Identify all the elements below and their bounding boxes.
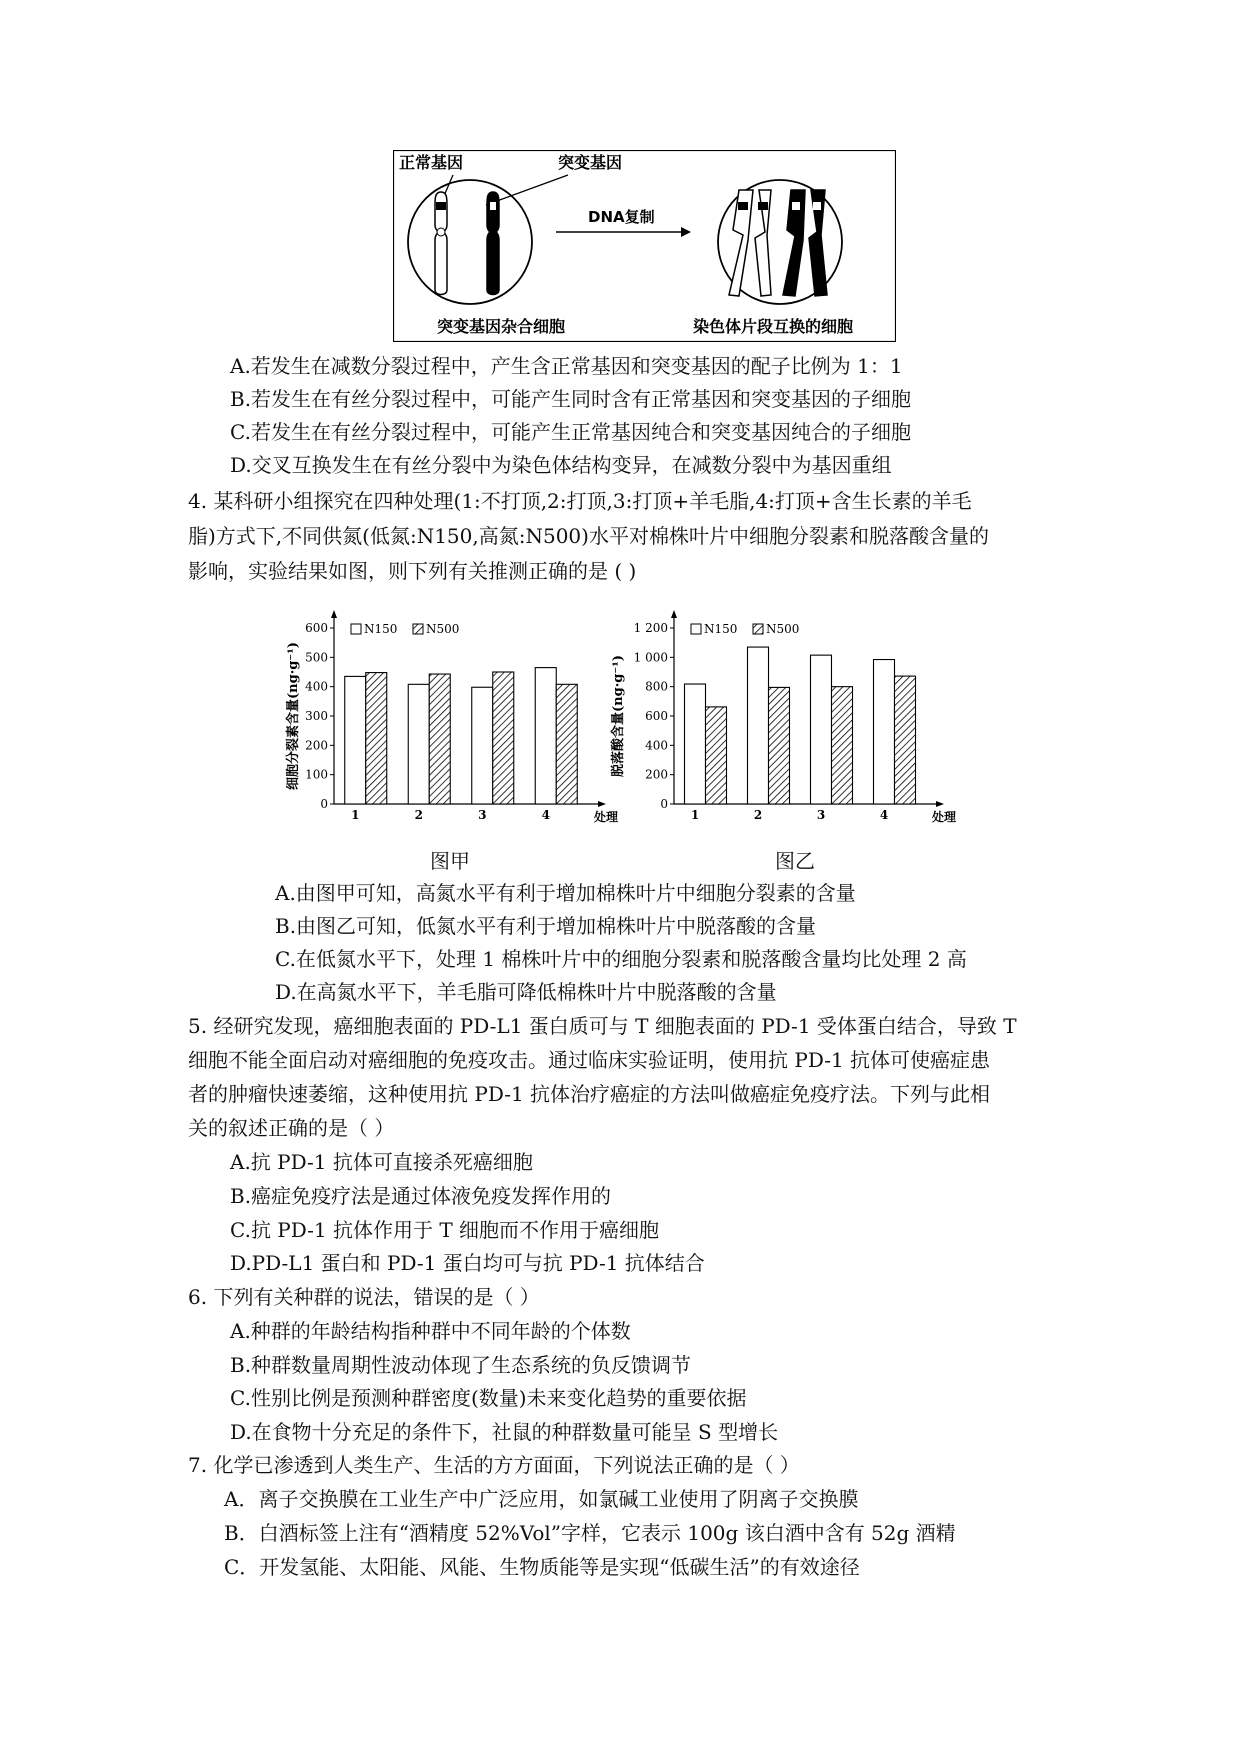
bar-n150-3 xyxy=(811,655,832,804)
q3-option-d: D.交叉互换发生在有丝分裂中为染色体结构变异，在减数分裂中为基因重组 xyxy=(230,453,892,477)
legend-label-n500: N500 xyxy=(766,622,800,636)
q4-option-d: D.在高氮水平下，羊毛脂可降低棉株叶片中脱落酸的含量 xyxy=(275,980,777,1004)
q7-option-a: A．离子交换膜在工业生产中广泛应用，如氯碱工业使用了阴离子交换膜 xyxy=(224,1487,859,1511)
bar-n500-3 xyxy=(832,687,853,804)
bar-n150-4 xyxy=(535,668,556,804)
legend-label-n150: N150 xyxy=(364,622,398,636)
y-axis-arrow xyxy=(671,610,677,618)
x-axis-arrow xyxy=(936,801,944,807)
q6-option-d: D.在食物十分充足的条件下，社鼠的种群数量可能呈 S 型增长 xyxy=(230,1420,779,1444)
q7-stem: 7. 化学已渗透到人类生产、生活的方方面面，下列说法正确的是（ ） xyxy=(188,1453,800,1477)
bar-n500-1 xyxy=(706,707,727,804)
x-tick-label: 4 xyxy=(541,808,550,822)
exchanged-cell-caption: 染色体片段互换的细胞 xyxy=(693,317,854,336)
q3-option-b: B.若发生在有丝分裂过程中，可能产生同时含有正常基因和突变基因的子细胞 xyxy=(230,387,912,411)
x-tick-label: 3 xyxy=(816,808,826,822)
q6-option-a: A.种群的年龄结构指种群中不同年龄的个体数 xyxy=(230,1319,631,1343)
q3-option-c: C.若发生在有丝分裂过程中，可能产生正常基因纯合和突变基因纯合的子细胞 xyxy=(230,420,911,444)
x-tick-label: 1 xyxy=(690,808,700,822)
q4-stem-line-1: 4. 某科研小组探究在四种处理(1:不打顶,2:打顶,3:打顶+羊毛脂,4:打顶+含生长素的羊毛 xyxy=(188,489,972,513)
y-tick-label: 300 xyxy=(305,709,328,723)
chromosome-exchange-figure xyxy=(393,150,896,342)
bar-n150-2 xyxy=(408,684,429,804)
bar-n500-2 xyxy=(769,687,790,804)
x-axis-label: 处理 xyxy=(594,810,619,824)
bar-n500-3 xyxy=(493,672,514,804)
x-axis-arrow xyxy=(598,801,606,807)
y-tick-label: 1 200 xyxy=(633,621,668,635)
y-axis-label: 脱落酸含量(ng·g⁻¹) xyxy=(611,654,626,778)
x-tick-label: 1 xyxy=(351,808,360,822)
q4-option-c: C.在低氮水平下，处理 1 棉株叶片中的细胞分裂素和脱落酸含量均比处理 2 高 xyxy=(275,947,967,971)
y-tick-label: 600 xyxy=(305,621,328,635)
legend-label-n150: N150 xyxy=(704,622,738,636)
legend-swatch-n500 xyxy=(753,624,763,634)
y-tick-label: 400 xyxy=(645,738,668,753)
x-tick-label: 2 xyxy=(414,808,423,822)
y-tick-label: 800 xyxy=(645,679,668,694)
q6-stem: 6. 下列有关种群的说法，错误的是（ ） xyxy=(188,1285,540,1309)
legend-swatch-n150 xyxy=(351,624,361,634)
q7-option-b: B．白酒标签上注有“酒精度 52%Vol”字样，它表示 100g 该白酒中含有 52g 酒精 xyxy=(224,1521,956,1545)
q5-option-a: A.抗 PD-1 抗体可直接杀死癌细胞 xyxy=(230,1150,533,1174)
q3-option-a: A.若发生在减数分裂过程中，产生含正常基因和突变基因的配子比例为 1：1 xyxy=(230,354,903,378)
y-tick-label: 0 xyxy=(320,797,328,811)
q4-option-b: B.由图乙可知，低氮水平有利于增加棉株叶片中脱落酸的含量 xyxy=(275,914,817,938)
q5-option-c: C.抗 PD-1 抗体作用于 T 细胞而不作用于癌细胞 xyxy=(230,1218,660,1242)
chart-cytokinin xyxy=(283,610,623,825)
x-axis-label: 处理 xyxy=(932,810,957,824)
q5-option-d: D.PD-L1 蛋白和 PD-1 蛋白均可与抗 PD-1 抗体结合 xyxy=(230,1251,705,1275)
q5-stem-line-1: 5. 经研究发现，癌细胞表面的 PD-L1 蛋白质可与 T 细胞表面的 PD-1 受体蛋白结合，导致 T xyxy=(188,1014,1017,1038)
q6-option-c: C.性别比例是预测种群密度(数量)未来变化趋势的重要依据 xyxy=(230,1386,747,1410)
x-tick-label: 3 xyxy=(478,808,487,822)
bar-n500-2 xyxy=(429,674,450,804)
legend-swatch-n500 xyxy=(413,624,423,634)
chart-b-caption: 图乙 xyxy=(775,849,815,873)
bar-n150-2 xyxy=(748,647,769,804)
y-tick-label: 100 xyxy=(305,767,328,782)
chart-abscisic-acid xyxy=(608,610,960,825)
normal-gene-label: 正常基因 xyxy=(399,153,464,172)
q4-stem-line-3: 影响，实验结果如图，则下列有关推测正确的是 ( ) xyxy=(188,559,637,583)
heterozygous-cell-caption: 突变基因杂合细胞 xyxy=(437,317,566,336)
y-tick-label: 400 xyxy=(305,679,328,694)
mutant-gene-label: 突变基因 xyxy=(558,153,623,172)
y-tick-label: 500 xyxy=(305,650,328,665)
bar-n150-3 xyxy=(472,687,493,804)
bar-n500-4 xyxy=(556,684,577,804)
y-tick-label: 200 xyxy=(645,767,668,782)
y-tick-label: 200 xyxy=(305,738,328,753)
legend-label-n500: N500 xyxy=(426,622,460,636)
q7-option-c: C．开发氢能、太阳能、风能、生物质能等是实现“低碳生活”的有效途径 xyxy=(224,1555,860,1579)
x-tick-label: 4 xyxy=(879,808,889,822)
bar-n500-4 xyxy=(895,676,916,804)
bar-n150-1 xyxy=(345,676,366,804)
bar-n500-1 xyxy=(366,673,387,804)
bar-n150-1 xyxy=(685,684,706,804)
y-tick-label: 1 000 xyxy=(633,650,668,665)
legend-swatch-n150 xyxy=(691,624,701,634)
y-axis-arrow xyxy=(331,610,337,618)
x-tick-label: 2 xyxy=(753,808,763,822)
y-tick-label: 600 xyxy=(645,709,668,723)
chart-a-caption: 图甲 xyxy=(430,849,470,873)
q5-option-b: B.癌症免疫疗法是通过体液免疫发挥作用的 xyxy=(230,1184,612,1208)
bar-n150-4 xyxy=(874,660,895,804)
q5-stem-line-2: 细胞不能全面启动对癌细胞的免疫攻击。通过临床实验证明，使用抗 PD-1 抗体可使癌症患 xyxy=(188,1048,991,1072)
y-axis-label: 细胞分裂素含量(ng·g⁻¹) xyxy=(286,641,301,791)
q4-stem-line-2: 脂)方式下,不同供氮(低氮:N150,高氮:N500)水平对棉株叶片中细胞分裂素和脱落酸含量的 xyxy=(188,524,989,548)
q5-stem-line-4: 关的叙述正确的是（ ） xyxy=(188,1116,395,1140)
dna-replication-label: DNA复制 xyxy=(588,208,655,226)
q6-option-b: B.种群数量周期性波动体现了生态系统的负反馈调节 xyxy=(230,1353,692,1377)
q4-option-a: A.由图甲可知，高氮水平有利于增加棉株叶片中细胞分裂素的含量 xyxy=(275,881,856,905)
y-tick-label: 0 xyxy=(660,797,668,811)
q5-stem-line-3: 者的肿瘤快速萎缩，这种使用抗 PD-1 抗体治疗癌症的方法叫做癌症免疫疗法。下列与此相 xyxy=(188,1082,991,1106)
